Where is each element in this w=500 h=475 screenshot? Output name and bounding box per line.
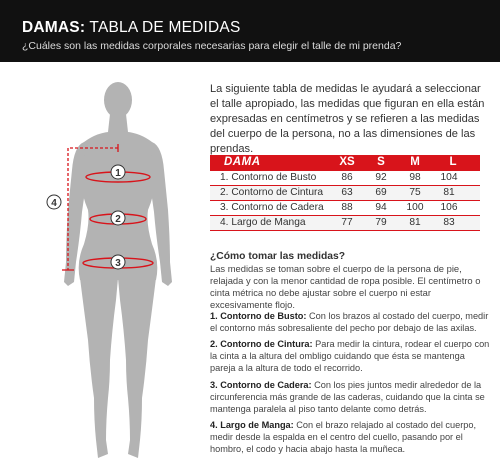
instruction-waist: 2. Contorno de Cintura: Para medir la cintura, rodear el cuerpo con la cinta a la altura del ombligo cuidando que ésta se mantenga pareja a la altura de todo el recorrido.: [210, 339, 490, 373]
how-to-measure-title: ¿Cómo tomar las medidas?: [210, 251, 346, 262]
marker-2: [111, 211, 125, 225]
table-row: [210, 216, 480, 230]
size-xs-header: XS: [339, 156, 355, 168]
row-label: 1. Contorno de Busto: [220, 172, 317, 183]
size-table: [210, 155, 480, 231]
intro-paragraph: La siguiente tabla de medidas le ayudará a seleccionar el talle apropiado, las medidas que figuran en ella están expresadas en centímetros y se refieren a las medidas del cuerpo de la persona, no a las dimensiones de las prendas.: [210, 83, 485, 155]
marker-3: [111, 255, 125, 269]
instruction-sleeve: 4. Largo de Manga: Con el brazo relajado al costado del cuerpo, medir desde la espalda en el centro del cuello, pasando por el hombro, el codo y hacia abajo hasta la muñeca.: [210, 420, 477, 454]
marker-1: [111, 165, 125, 179]
cell-l: 106: [440, 202, 458, 213]
size-s-header: S: [377, 156, 385, 168]
table-row: [210, 186, 480, 200]
silhouette-shape: [64, 82, 172, 458]
instruction-bust: 1. Contorno de Busto: Con los brazos al costado del cuerpo, medir el contorno más sobresaliente del pecho por debajo de las axilas.: [210, 311, 489, 333]
cell-m: 75: [409, 187, 421, 198]
page-title: DAMAS: TABLA DE MEDIDAS: [22, 19, 241, 36]
marker-4: [47, 195, 61, 209]
cell-l: 81: [443, 187, 455, 198]
cell-l: 104: [440, 172, 458, 183]
cell-xs: 86: [341, 172, 353, 183]
instruction-hip: 3. Contorno de Cadera: Con los pies juntos medir alrededor de la circunferencia más grande de las caderas, cuidando que la cinta se mantenga paralela al piso tanto delante como detrás.: [210, 380, 485, 414]
page-subtitle: ¿Cuáles son las medidas corporales necesarias para elegir el talle de mi prenda?: [22, 40, 402, 52]
table-row: [210, 201, 480, 215]
svg-text:4: 4: [51, 198, 57, 209]
cell-m: 100: [406, 202, 424, 213]
svg-text:3: 3: [115, 258, 121, 269]
row-label: 4. Largo de Manga: [220, 217, 306, 228]
svg-text:1: 1: [115, 168, 121, 179]
cell-s: 92: [375, 172, 387, 183]
cell-m: 81: [409, 217, 421, 228]
page-header: [0, 0, 500, 62]
cell-xs: 88: [341, 202, 353, 213]
row-label: 2. Contorno de Cintura: [220, 187, 324, 198]
cell-s: 79: [375, 217, 387, 228]
svg-text:2: 2: [115, 214, 121, 225]
cell-s: 94: [375, 202, 387, 213]
size-table-header: [210, 155, 480, 171]
size-m-header: M: [410, 156, 420, 168]
cell-m: 98: [409, 172, 421, 183]
row-divider: [210, 230, 480, 231]
how-to-measure-text: Las medidas se toman sobre el cuerpo de la persona de pie, relajada y con la menor cantidad de ropa posible. El centímetro o cinta métrica no debe ajustar sobre el cuerpo ni estar excesivamente flojo.: [210, 263, 481, 310]
cell-xs: 77: [341, 217, 353, 228]
cell-xs: 63: [341, 187, 353, 198]
cell-l: 83: [443, 217, 455, 228]
body-silhouette-figure: [0, 70, 210, 475]
cell-s: 69: [375, 187, 387, 198]
table-row: [210, 171, 480, 185]
table-header-label: DAMA: [224, 156, 261, 168]
row-label: 3. Contorno de Cadera: [220, 202, 324, 213]
size-l-header: L: [449, 156, 457, 168]
